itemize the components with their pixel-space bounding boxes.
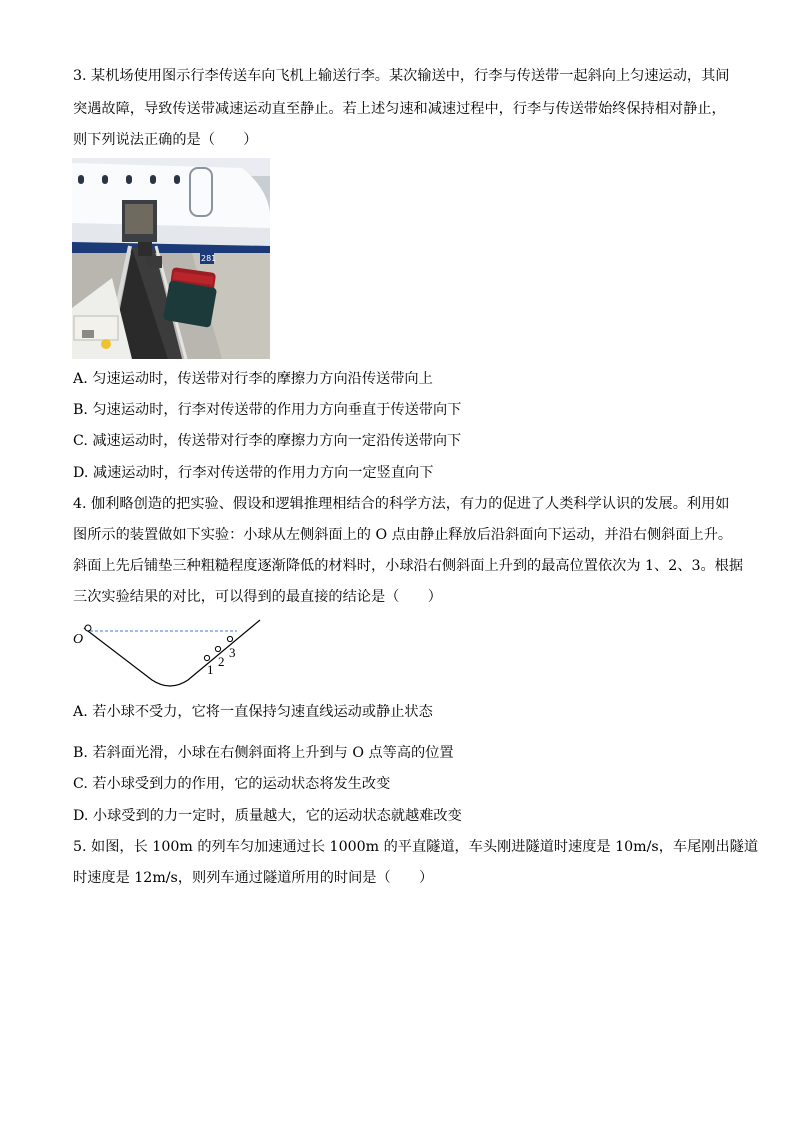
- label-1: 1: [207, 662, 214, 677]
- label-3: 3: [229, 645, 236, 660]
- q3-stem-line-1: 3. 某机场使用图示行李传送车向飞机上输送行李。某次输送中，行李与传送带一起斜向上匀速运动，其间: [73, 68, 730, 84]
- ball-at-o: [85, 625, 91, 631]
- q4-stem-line-1: 4. 伽利略创造的把实验、假设和逻辑推理相结合的科学方法，有力的促进了人类科学认识的发展。利用如: [73, 496, 730, 512]
- q3-stem-line-2: 突遇故障，导致传送带减速运动直至静止。若上述匀速和减速过程中，行李与传送带始终保持相对静止，: [73, 101, 726, 117]
- q4-stem-line-2: 图所示的装置做如下实验：小球从左侧斜面上的 O 点由静止释放后沿斜面向下运动，并沿右侧斜面上升。: [73, 527, 733, 543]
- ball-position-1: [204, 655, 209, 660]
- plane-number: 281: [201, 254, 217, 263]
- ball-position-3: [227, 636, 232, 641]
- ball-position-2: [215, 646, 220, 651]
- baggage-conveyor-photo: [72, 158, 270, 359]
- q3-option-d: D. 减速运动时，行李对传送带的作用力方向一定竖直向下: [73, 465, 434, 481]
- q4-option-d: D. 小球受到的力一定时，质量越大，它的运动状态就越难改变: [73, 808, 462, 824]
- q4-option-b: B. 若斜面光滑，小球在右侧斜面将上升到与 O 点等高的位置: [73, 745, 454, 761]
- label-2: 2: [218, 654, 225, 669]
- q5-stem-line-2: 时速度是 12m/s，则列车通过隧道所用的时间是（ ）: [73, 870, 434, 886]
- galileo-incline-diagram: [70, 612, 270, 692]
- q3-stem-line-3: 则下列说法正确的是（ ）: [73, 132, 258, 148]
- q3-option-a: A. 匀速运动时，传送带对行李的摩擦力方向沿传送带向上: [73, 371, 433, 387]
- q4-stem-line-4: 三次实验结果的对比，可以得到的最直接的结论是（ ）: [73, 589, 442, 605]
- q4-option-a: A. 若小球不受力，它将一直保持匀速直线运动或静止状态: [73, 704, 433, 720]
- q3-option-c: C. 减速运动时，传送带对行李的摩擦力方向一定沿传送带向下: [73, 433, 462, 449]
- q4-option-c: C. 若小球受到力的作用，它的运动状态将发生改变: [73, 776, 391, 792]
- q4-stem-line-3: 斜面上先后铺垫三种粗糙程度逐渐降低的材料时，小球沿右侧斜面上升到的最高位置依次为 1、2、3。根据: [73, 558, 744, 574]
- label-o: O: [73, 632, 84, 647]
- q5-stem-line-1: 5. 如图，长 100m 的列车匀加速通过长 1000m 的平直隧道，车头刚进隧道时速度是 10m/s，车尾刚出隧道: [73, 839, 759, 855]
- q3-option-b: B. 匀速运动时，行李对传送带的作用力方向垂直于传送带向下: [73, 402, 462, 418]
